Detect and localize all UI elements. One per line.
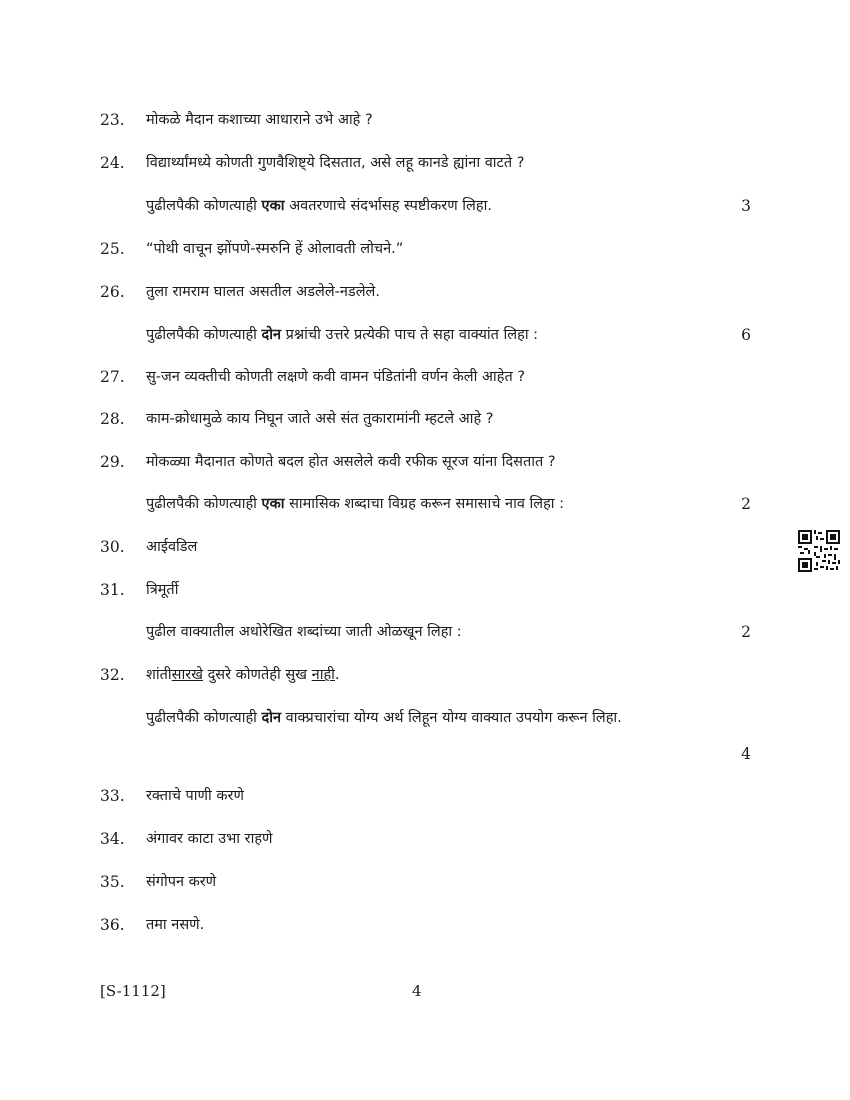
instruction-text: पुढील वाक्यातील अधोरेखित शब्दांच्या जाती ओळखून लिहा : [146, 624, 462, 640]
question-26 [0, 278, 850, 306]
question-23 [0, 106, 850, 134]
instruction-compound-words [0, 490, 850, 518]
question-text [146, 661, 340, 689]
instruction-text [146, 321, 538, 349]
question-text: मोकळे मैदान कशाच्या आधाराने उभे आहे ? [146, 112, 373, 128]
question-text: सु-जन व्यक्तीची कोणती लक्षणे कवी वामन पंडितांनी वर्णन केली आहेत ? [146, 369, 526, 385]
instruction-part: पुढीलपैकी कोणत्याही [146, 496, 262, 512]
question-33 [0, 782, 850, 810]
question-text: विद्यार्थ्यांमध्ये कोणती गुणवैशिष्ट्ये दिसतात, असे लहू कानडे ह्यांना वाटते ? [146, 155, 525, 171]
page-number: 4 [412, 982, 422, 1000]
instruction-emphasis: दोन [261, 327, 282, 343]
instruction-part: सामासिक शब्दाचा विग्रह करून समासाचे नाव लिहा : [284, 496, 565, 512]
question-number: 28. [100, 410, 125, 428]
marks: 3 [741, 197, 751, 215]
question-text: आईवडिल [146, 539, 198, 555]
question-35 [0, 868, 850, 896]
marks: 4 [741, 745, 751, 763]
instruction-emphasis: दोन [261, 710, 282, 726]
instruction-emphasis: एका [261, 198, 285, 214]
instruction-answer-questions [0, 321, 850, 349]
question-text: त्रिमूर्ती [146, 582, 179, 598]
question-30 [0, 533, 850, 561]
question-number: 35. [100, 873, 125, 891]
paper-code: [S-1112] [100, 982, 166, 1000]
instruction-part: प्रश्नांची उत्तरे प्रत्येकी पाच ते सहा वाक्यांत लिहा : [281, 327, 539, 343]
instruction-part: पुढीलपैकी कोणत्याही [146, 198, 262, 214]
question-number: 30. [100, 538, 125, 556]
question-number: 25. [100, 240, 125, 258]
question-text: अंगावर काटा उभा राहणे [146, 831, 273, 847]
question-number: 33. [100, 787, 125, 805]
question-36 [0, 911, 850, 939]
question-number: 24. [100, 154, 125, 172]
question-34 [0, 825, 850, 853]
question-text: “पोथी वाचून झोंपणे-स्मरुनि हें ओलावती लोचने.” [146, 241, 404, 257]
qr-code-icon [798, 530, 840, 572]
question-number: 31. [100, 581, 125, 599]
question-number: 29. [100, 453, 125, 471]
instruction-part: पुढीलपैकी कोणत्याही [146, 710, 262, 726]
instruction-part: अवतरणाचे संदर्भासह स्पष्टीकरण लिहा. [284, 198, 492, 214]
question-text: संगोपन करणे [146, 874, 217, 890]
sentence-part: दुसरे कोणतेही सुख [203, 667, 312, 683]
marks: 2 [741, 623, 751, 641]
question-25 [0, 235, 850, 263]
marks: 2 [741, 495, 751, 513]
question-28 [0, 405, 850, 433]
question-number: 34. [100, 830, 125, 848]
question-text: तमा नसणे. [146, 917, 205, 933]
question-number: 27. [100, 368, 125, 386]
question-31 [0, 576, 850, 604]
sentence-part: . [334, 667, 340, 683]
instruction-emphasis: एका [261, 496, 285, 512]
question-number: 32. [100, 666, 125, 684]
underlined-word: सारखे [171, 667, 203, 683]
question-text: मोकळ्या मैदानात कोणते बदल होत असलेले कवी रफीक सूरज यांना दिसतात ? [146, 454, 556, 470]
underlined-word: नाही [311, 667, 335, 683]
question-number: 26. [100, 283, 125, 301]
instruction-text [146, 192, 492, 220]
instruction-explain-quote [0, 192, 850, 220]
instruction-part: पुढीलपैकी कोणत्याही [146, 327, 262, 343]
question-text: रक्ताचे पाणी करणे [146, 788, 244, 804]
sentence-part: शांती [146, 667, 172, 683]
instruction-idioms [146, 700, 754, 736]
question-29 [0, 448, 850, 476]
question-number: 23. [100, 111, 125, 129]
idioms-marks-row [0, 740, 850, 768]
question-27 [0, 363, 850, 391]
question-text: तुला रामराम घालत असतील अडलेले-नडलेले. [146, 284, 380, 300]
instruction-text [146, 490, 564, 518]
marks: 6 [741, 326, 751, 344]
question-number: 36. [100, 916, 125, 934]
question-32 [0, 661, 850, 689]
instruction-word-classes [0, 618, 850, 646]
question-24 [0, 149, 850, 177]
instruction-part: वाक्प्रचारांचा योग्य अर्थ लिहून योग्य वाक्यात उपयोग करून लिहा. [281, 710, 622, 726]
question-text: काम-क्रोधामुळे काय निघून जाते असे संत तुकारामांनी म्हटले आहे ? [146, 411, 494, 427]
